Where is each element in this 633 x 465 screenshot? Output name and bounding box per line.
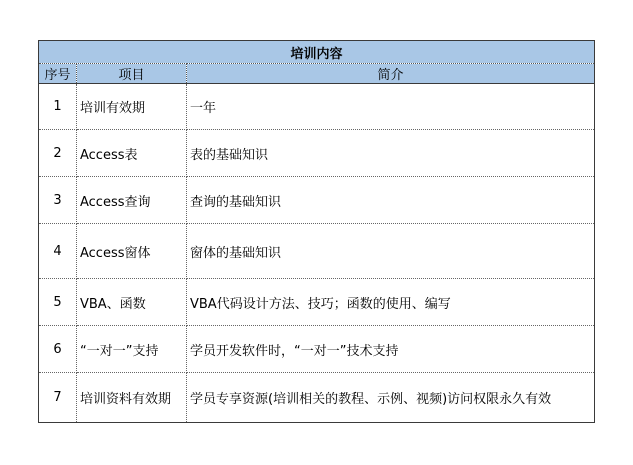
cell-desc[interactable]: 窗体的基础知识 <box>187 224 595 279</box>
cell-no[interactable]: 2 <box>39 130 77 177</box>
table-title[interactable]: 培训内容 <box>39 41 595 64</box>
cell-item[interactable]: 培训资料有效期 <box>77 373 187 423</box>
table-row <box>39 177 595 224</box>
cell-item[interactable]: 培训有效期 <box>77 84 187 130</box>
cell-item[interactable]: Access表 <box>77 130 187 177</box>
cell-item[interactable]: Access窗体 <box>77 224 187 279</box>
cell-no[interactable]: 7 <box>39 373 77 423</box>
cell-no[interactable]: 4 <box>39 224 77 279</box>
training-content-table <box>38 40 595 423</box>
table-row <box>39 373 595 423</box>
cell-no[interactable]: 1 <box>39 84 77 130</box>
table-row <box>39 326 595 373</box>
cell-desc[interactable]: 学员专享资源(培训相关的教程、示例、视频)访问权限永久有效 <box>187 373 595 423</box>
table-row <box>39 279 595 326</box>
header-no[interactable]: 序号 <box>39 64 77 84</box>
cell-desc[interactable]: 学员开发软件时，“一对一”技术支持 <box>187 326 595 373</box>
table-row <box>39 130 595 177</box>
header-item[interactable]: 项目 <box>77 64 187 84</box>
cell-desc[interactable]: 一年 <box>187 84 595 130</box>
table-row <box>39 224 595 279</box>
cell-no[interactable]: 6 <box>39 326 77 373</box>
cell-desc[interactable]: VBA代码设计方法、技巧；函数的使用、编写 <box>187 279 595 326</box>
cell-desc[interactable]: 查询的基础知识 <box>187 177 595 224</box>
header-desc[interactable]: 简介 <box>187 64 595 84</box>
cell-no[interactable]: 3 <box>39 177 77 224</box>
cell-item[interactable]: VBA、函数 <box>77 279 187 326</box>
table-title-row <box>39 41 595 64</box>
cell-no[interactable]: 5 <box>39 279 77 326</box>
cell-item[interactable]: “一对一”支持 <box>77 326 187 373</box>
table-header-row <box>39 64 595 84</box>
table-row <box>39 84 595 130</box>
cell-desc[interactable]: 表的基础知识 <box>187 130 595 177</box>
cell-item[interactable]: Access查询 <box>77 177 187 224</box>
